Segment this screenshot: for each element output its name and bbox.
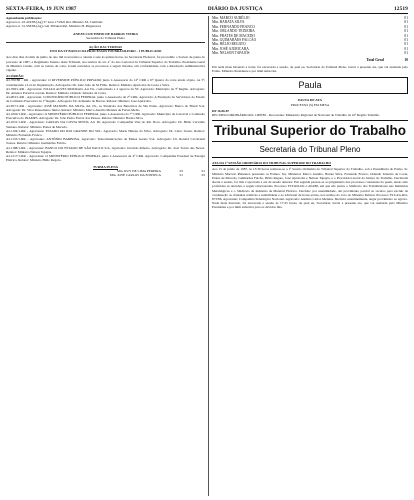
ata-label: PAUTA DE ATA — [298, 98, 322, 103]
ata-body: Aos 15 de junho de 1987, às 13:30 horas realizou-se a 1ª Sessão Ordinária do Tribunal Superior do Trabalho, sob a Presidência do Exmo. Sr. Ministro Marcelo Pimentel, presentes os Exmos. Srs. Ministros Marco Aurélio, Barata Silva, Fernando Franco, Orlando Teixeira da Costa, Prates de Macedo, Guimarães Falcão, Hélio Regato, José Ajuricaba e Nelson Tapajós, e o Procurador-Geral da Justiça do Trabalho. Declarada aberta a sessão, foi lida e aprovada a ata da sessão anterior. Em seguida passou-se ao julgamento dos processos constantes da pauta, tendo sido proferidas as decisões a seguir relacionadas. Processo TST-RO-DC-1.204/86, em que são partes o Sindicato dos Trabalhadores nas Indústrias Metalúrgicas e o Sindicato da Indústria de Material Elétrico. Decisão: por unanimidade, dar provimento parcial ao recurso para excluir da condenação as cláusulas relativas a estabilidade e ao adicional de horas extras, nos termos do voto do Ministro Relator. Processo TST-AG-RO-873/86, Agravante: Companhia Siderúrgica Nacional. Agravado: Antônio Carlos Mendes. Decisão: unanimemente, negar provimento ao agravo. Nada mais havendo, foi encerrada a sessão às 17:45 horas, da qual eu, Secretária, lavrei a presente ata, que vai assinada pelo Ministro Presidente e por mim subscrita para os devidos fins. — [212, 167, 408, 210]
ata-entry: RECURSO ORDINÁRIO RO-1.008/85 - Recorrente: Ministério Regional de Nacional de Trabalho da 10ª Região Tabelião. — [212, 113, 380, 118]
list-item-value: 01 — [404, 42, 408, 47]
header-publication-title: DIÁRIO DA JUSTIÇA — [207, 5, 263, 12]
intro-paragraph: Aos dias dias do mês de junho do ano mil novecentos e oitenta e sete às quinze horas, na Secretaria Eleitoral, foi procedido o Sorteio de pauta do processo de 1987, e Regimento Interno deste Tribunal, nos termos do art. 2º do Ato Cartorial do Tribunal Superior do Trabalho. Presidente Geral da Ministra Cunha, com as razões da corte, foram sorteados os processos a seguir listados, em conformidade com a Resolução Administrativa vigente. — [6, 55, 205, 73]
list-item-value: 01 — [404, 51, 408, 56]
place-box — [212, 77, 408, 94]
list-item — [212, 51, 408, 55]
opening-label: Aguardando publicação: — [6, 16, 42, 20]
tribunal-title: Tribunal Superior do Trabalho — [212, 120, 408, 142]
list-item-name: Min. JOSÉ AJURICABA — [212, 46, 249, 51]
case-entry: AI-1217/1-RR - Agravante: O MINISTÉRIO PÚBLICO FEDERAL junto à Assessoria da 4ª CRR. Agravado: Companhia Estadual de Energia Elétrica. Relator: Ministro Hélio Regato. — [6, 154, 205, 163]
table-cell-a: 03 — [179, 168, 183, 173]
case-entry: AI-1004/1-RR - Agravante: O MINISTÉRIO PÚBLICO FEDERAL junto à Assessoria da 7ª CRR. Agravado: Município de Cascavel e Comissão Executiva do INAMPS. Advogado: Dr. João Pedro Ferraz dos Passos. Relator: Ministro Barata Silva. — [6, 112, 205, 121]
case-entry: AI-1153/1-RR - Agravante: ANTÔNIO BARBOSA. Agravado: Telecomunicações de Minas Gerais S/A. Advogado: Dr. Ronald Cavalcanti Soares. Relator: Ministro Guimarães Falcão. — [6, 137, 205, 146]
list-item-value: 01 — [404, 29, 408, 34]
case-entry: AI-1104/1-RR - Agravante: ESTADO DO RIO GRANDE DO SUL. Agravado: Maria Helena da Silva. Advogado: Dr. Celso Souza. Relator: Ministro Fernando Franco. — [6, 128, 205, 138]
right-column — [212, 16, 408, 210]
list-item-name: Min. BARATA SILVA — [212, 20, 245, 25]
list-item-name: Min. FERNANDO FRANCO — [212, 24, 255, 29]
section-subheading: UNO DA ST BANCO DA PROCESSOS EM BRASILEIRO - 1 PUBLICADO — [49, 49, 162, 54]
place-name: Paula — [298, 80, 322, 91]
table-caption: TURMA PLENA — [93, 164, 118, 169]
table-cell-b: 01 — [201, 168, 205, 173]
list-item-value: 01 — [404, 38, 408, 43]
header-date: SEXTA-FEIRA, 19 JUN 1987 — [6, 5, 77, 12]
signature-role: Secretária do Tribunal Pleno — [86, 35, 125, 40]
list-item-value: 01 — [404, 24, 408, 29]
total-row — [212, 58, 408, 62]
column-divider — [208, 16, 209, 496]
list-item-value: 01 — [404, 16, 408, 20]
table-row — [6, 173, 205, 177]
opening-line: Agravos n. 31.558/86 (Ag) com Tribunal Rel. Ministro H. Pidgenaves — [6, 24, 102, 29]
list-item-name: Min. GUIMARÃES FALCÃO — [212, 38, 257, 43]
header-page-number: 12519 — [394, 5, 408, 12]
ata-sublabel: PROCESSO (S) EM MESA — [290, 102, 330, 107]
case-entry: AI-700/86 - RR - Agravante: O RIVERSIDE PÚBLICO PRIVADO junto à Assessoria da 12ª CRR e IIª Quarta da corte ainda objeto, na 5ª, considerando a Lei de Organização. Advogados: Dr. Luiz João de Sá Filho. Relator: Ministro Ajuricaba da Costa e Silva. — [6, 78, 205, 87]
opening-line: Agravos n. 43.419/86 (Ag) 57 anos 17/06/0 Rel. Ministro M. Cambrais — [6, 20, 103, 25]
list-item-value: 01 — [404, 33, 408, 38]
secretaria-title: Secretaria do Tribunal Pleno — [212, 145, 408, 158]
ata-heading: ATA DA 1ª SESSÃO ORDINÁRIA DO TRIBUNAL SUPERIOR DO TRABALHO — [212, 161, 331, 166]
list-item-name: Min. MARCO AURÉLIO — [212, 16, 250, 20]
divider — [6, 42, 205, 43]
table-cell-label: Min. JOSÉ CARLOS DA FONSECA — [109, 172, 161, 177]
table-cell-b: 03 — [201, 172, 205, 177]
case-entry: AI-903/1-RR - Agravante: O MUNICÍPIO PÚBLICO FEDERAL junto à Assessoria da 2ª CRR. Agravado: A Fundação de Servidores do Estado de Comissão Executiva da 1ª Região. Advogado: Dr. Armando de Barros. Relator: Ministro José Ajuricaba. — [6, 95, 205, 104]
list-item-value: 01 — [404, 20, 408, 25]
total-value: 10 — [404, 57, 408, 62]
acoes-label: ACÓRDÃO — [6, 74, 24, 79]
left-column — [6, 16, 205, 177]
signature-name: ANEZE COUTINHO DE BARROS VIEIRA — [73, 31, 138, 36]
case-entry: AI-1051/1-RR - Agravante: CARLOS DA COSTA PINTO, Ad. Dr. Agravado: Companhia Vale do Rio Doce. Advogado: Dr. Hélio Carvalho Santana. Relator: Ministro Prates de Macedo. — [6, 120, 205, 129]
list-item-name: Min. NELSON TAPAJÓS — [212, 51, 250, 56]
page-header — [6, 4, 408, 13]
list-item-name: Min. PRATES DE MACEDO — [212, 33, 255, 38]
closing-paragraph: Em nada mais havendo a tratar, foi encerrada a sessão, da qual eu, Secretária do Tribunal Pleno, lavrei a presente ata, que vai assinada pelo Exmo. Ministro Presidente e por mim subscrita. — [212, 65, 408, 74]
section-heading: AÇÃO DAS TURMAS — [88, 45, 123, 50]
table-cell-label: Min. RUY DE LIMA PEREIRA — [116, 168, 161, 173]
case-entry: AI-768/1-RR - Agravante: JULIAO ALVES MOURAO, Ad. Dr., conformado a 2 agravos da ST. Agravado: Município da 3ª Região. Advogado: Dr. Antenor Portela Lacerda. Relator: Ministro Orlando Teixeira da Costa. — [6, 86, 205, 96]
list-item-name: Min. ORLANDO TEIXEIRA — [212, 29, 255, 34]
table-cell-a: 01 — [179, 172, 183, 177]
case-entry: AI-957/1-RR - Agravante: JOSÉ MANOEL DA SILVA, Ad. Dr., ao Sindicato dos Bancários de São Paulo. Agravado: Banco do Brasil S/A. Advogado: Dr. Vitor Russomano Júnior. Relator: Ministro Marco Aurélio Mendes de Farias Mello. — [6, 103, 205, 112]
case-entry: AI-1188/1-RR - Agravante: BANCO DO ESTADO DE SÃO PAULO S/A. Agravado: Osvaldo Ribeiro. Advogado: Dr. José Torres das Neves. Relator: Ministro Nelson Tapajós. — [6, 145, 205, 154]
header-rule — [6, 13, 408, 14]
list-item-name: Min. HÉLIO REGATO — [212, 42, 246, 47]
list-item-value: 01 — [404, 46, 408, 51]
total-label: Total Geral — [366, 57, 384, 62]
ata-date: DF 16.06.87 — [212, 108, 230, 113]
